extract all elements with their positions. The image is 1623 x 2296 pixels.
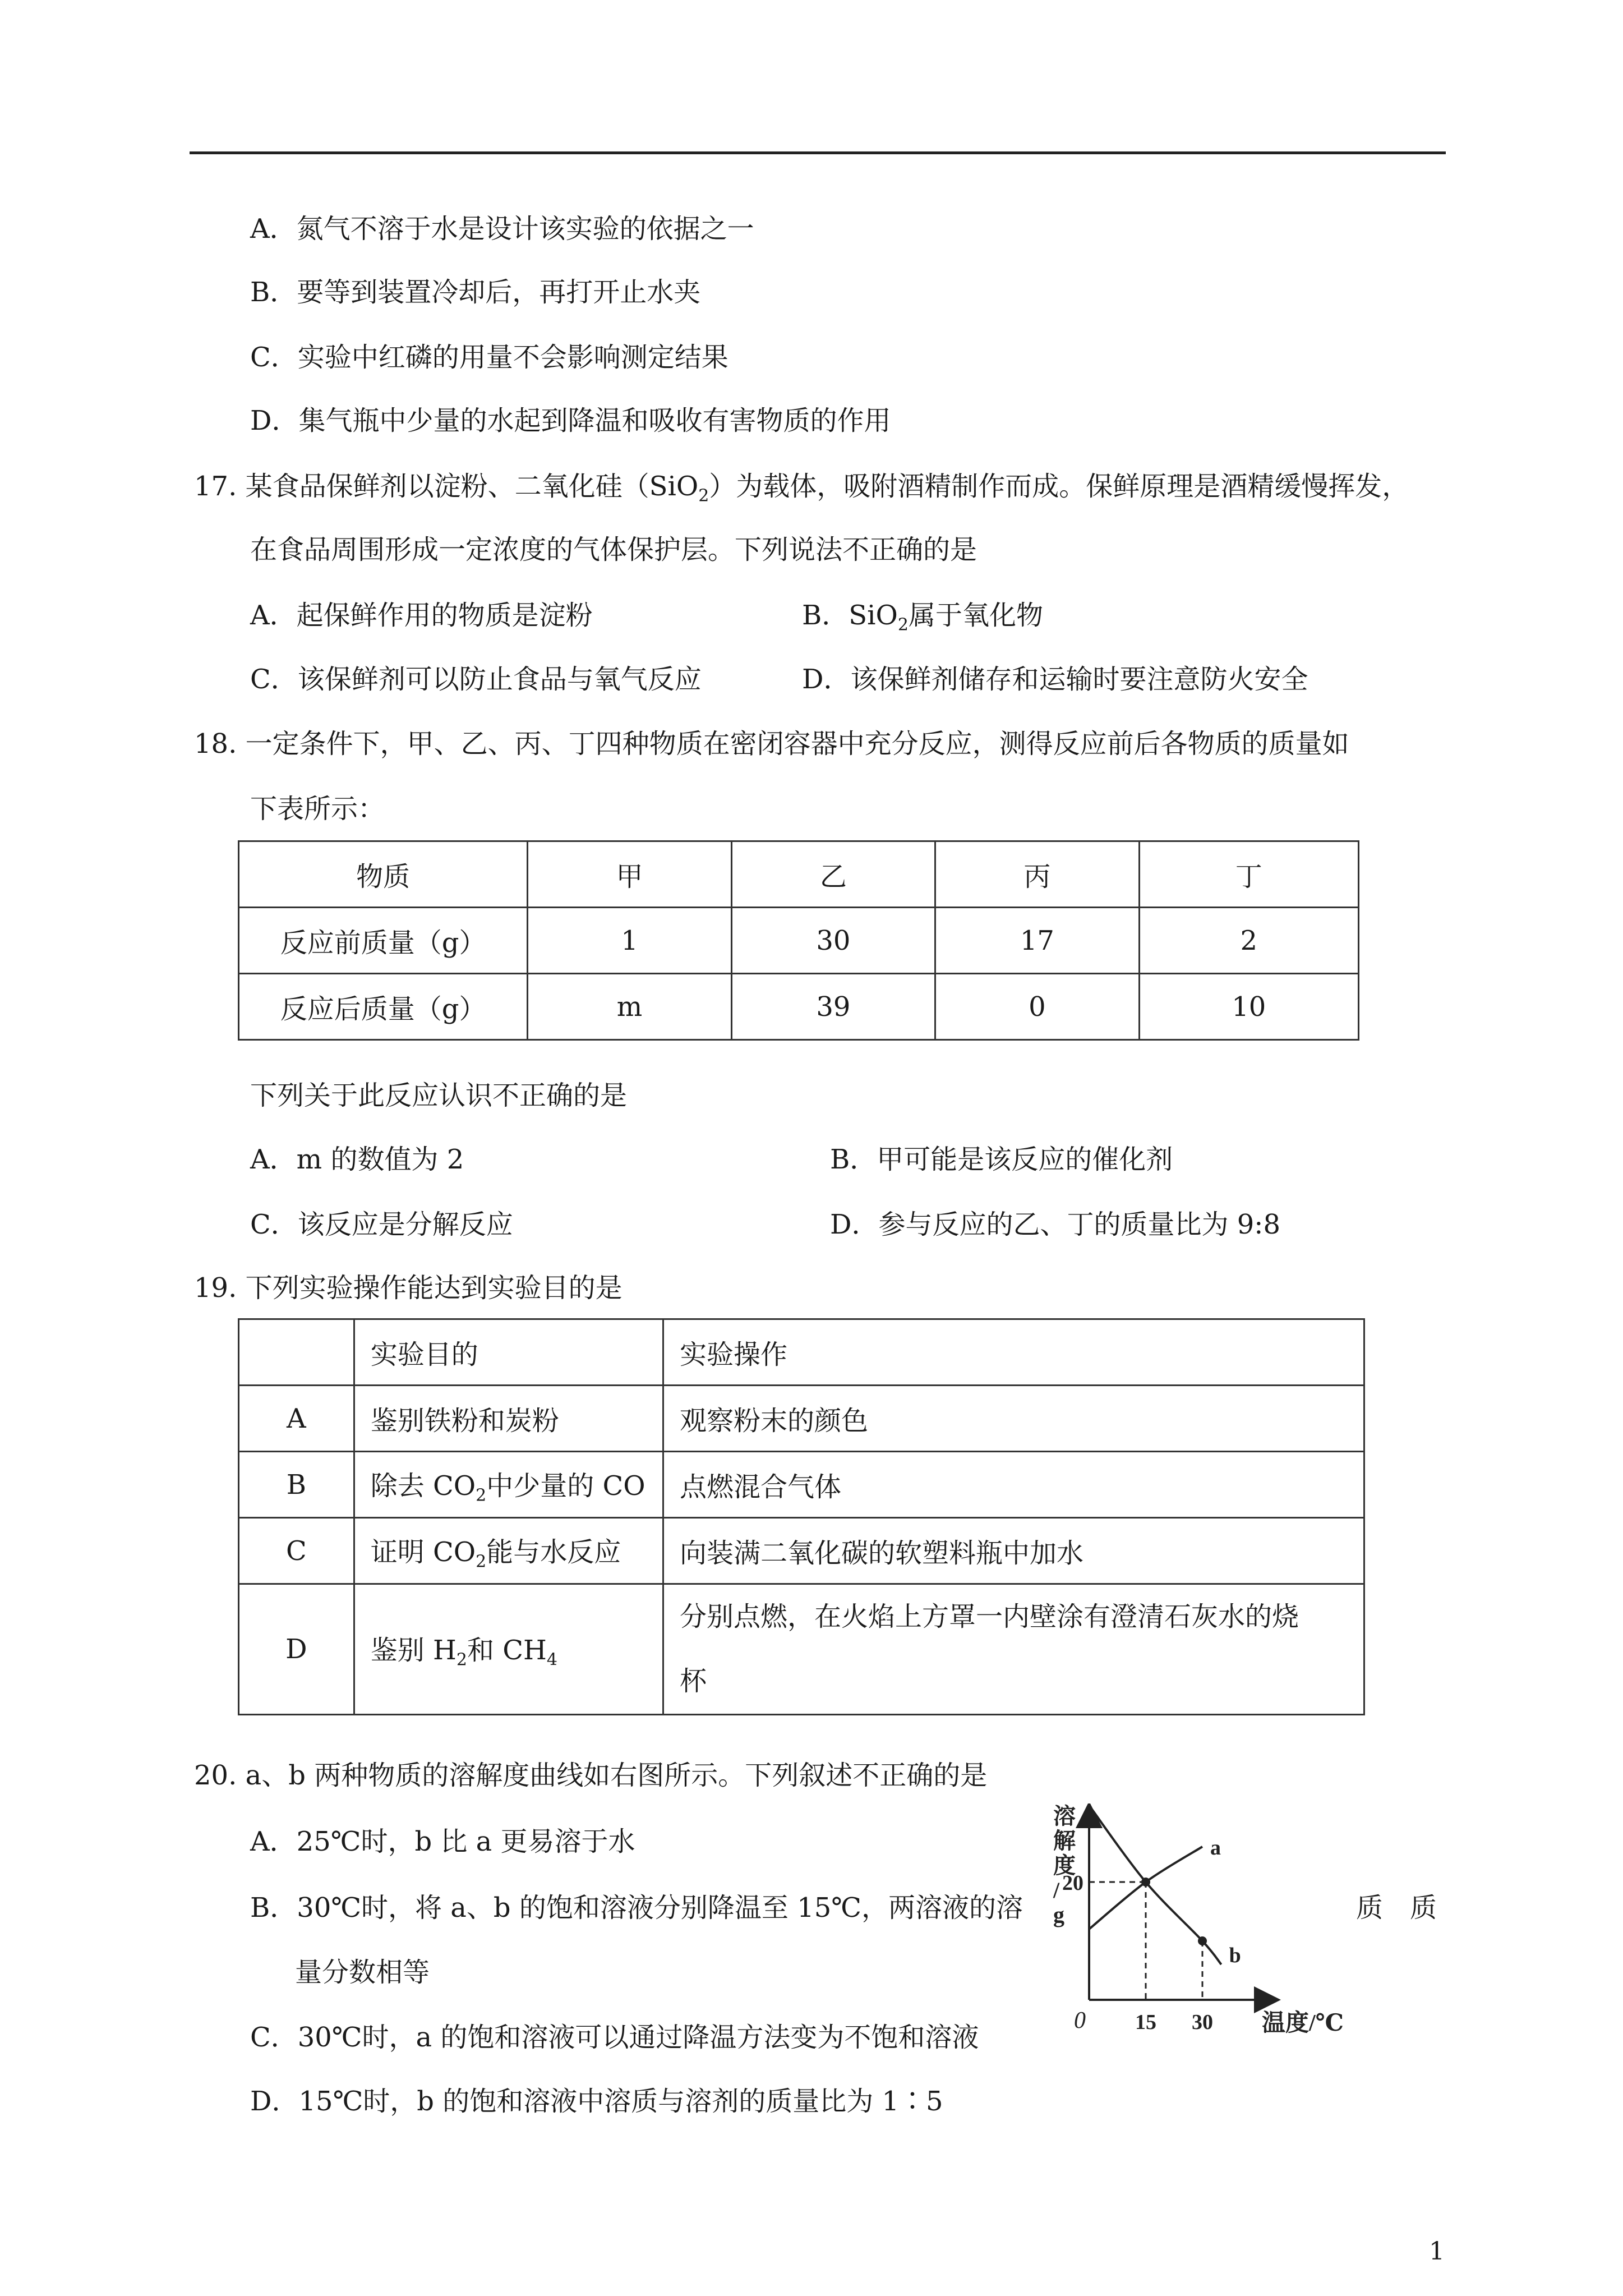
q16-option-a: A．氮气不溶于水是设计该实验的依据之一 [250, 213, 754, 245]
q20-option-a: A．25℃时，b 比 a 更易溶于水 [250, 1826, 635, 1857]
q16-option-d: D．集气瓶中少量的水起到降温和吸收有害物质的作用 [250, 405, 891, 436]
table-cell: 实验操作 [663, 1319, 1364, 1386]
q18-option-a: A．m 的数值为 2 [250, 1144, 464, 1175]
series-label-b: b [1229, 1944, 1241, 1967]
table-cell: 点燃混合气体 [663, 1452, 1364, 1518]
header-rule [190, 151, 1446, 154]
q20-option-b-line2: 量分数相等 [295, 1957, 430, 1988]
y-axis-label-char: / [1053, 1878, 1060, 1903]
table-cell: 实验目的 [354, 1319, 663, 1386]
q19-stem: 19. 下列实验操作能达到实验目的是 [194, 1272, 623, 1304]
table-header-row [239, 841, 1359, 908]
q16-option-c: C．实验中红磷的用量不会影响测定结果 [250, 342, 728, 373]
table-cell: 物质 [239, 841, 528, 908]
table-row [239, 1386, 1364, 1452]
q18-mass-table [238, 840, 1359, 1041]
y-axis-label-char: 解 [1053, 1828, 1076, 1853]
table-cell: 除去 $CO_2$中少量的 CO [354, 1452, 663, 1518]
table-cell: 10 [1139, 974, 1358, 1040]
table-cell: 证明 $CO_2$能与水反应 [354, 1518, 663, 1584]
table-cell: m [528, 974, 731, 1040]
table-cell: 鉴别铁粉和炭粉 [354, 1386, 663, 1452]
table-cell: 0 [935, 974, 1139, 1040]
q20-option-b-line1: B．30℃时，将 a、b 的饱和溶液分别降温至 15℃，两溶液的溶 [250, 1892, 1023, 1924]
q18-option-b: B．甲可能是该反应的催化剂 [830, 1144, 1173, 1175]
q18-stem-line1: 18. 一定条件下，甲、乙、丙、丁四种物质在密闭容器中充分反应，测得反应前后各物质的质量如 [194, 728, 1349, 760]
table-row [239, 1518, 1364, 1584]
table-cell: 反应后质量（g） [239, 974, 528, 1040]
row-label: D [239, 1584, 354, 1715]
y-axis-label-char: 度 [1053, 1853, 1076, 1878]
table-cell: 丁 [1139, 841, 1358, 908]
table-cell: 甲 [528, 841, 731, 908]
table-cell: 2 [1139, 908, 1358, 974]
q17-stem-line1: 17. 某食品保鲜剂以淀粉、二氧化硅（SiO$_2$）为载体，吸附酒精制作而成。保鲜原理是酒精缓慢挥发， [194, 471, 1409, 506]
page-number: 1 [1429, 2237, 1445, 2266]
table-row [239, 1452, 1364, 1518]
series-label-a: a [1210, 1836, 1221, 1860]
table-cell: 分别点燃，在火焰上方罩一内壁涂有澄清石灰水的烧 杯 [663, 1584, 1364, 1715]
table-row [239, 1584, 1364, 1715]
q19-experiment-table [238, 1318, 1365, 1715]
q20-option-c: C．30℃时，a 的饱和溶液可以通过降温方法变为不饱和溶液 [250, 2022, 979, 2053]
q17-option-b: B．SiO$_2$属于氧化物 [802, 600, 1043, 635]
table-cell: 观察粉末的颜色 [663, 1386, 1364, 1452]
table-row [239, 974, 1359, 1040]
y-axis-label-char: 溶 [1053, 1803, 1076, 1829]
table-cell: 39 [731, 974, 935, 1040]
q17-option-d: D．该保鲜剂储存和运输时要注意防火安全 [802, 664, 1308, 695]
q20-option-d: D．15℃时，b 的饱和溶液中溶质与溶剂的质量比为 1∶5 [250, 2086, 943, 2117]
series-curves [1089, 1806, 1241, 1968]
q17-option-a: A．起保鲜作用的物质是淀粉 [250, 600, 593, 631]
y-tick-20: 20 [1062, 1871, 1083, 1895]
q17-stem-line2: 在食品周围形成一定浓度的气体保护层。下列说法不正确的是 [250, 534, 978, 565]
table-cell: 鉴别 $H_2$和 $CH_4$ [354, 1584, 663, 1715]
table-cell: 乙 [731, 841, 935, 908]
q17-option-c: C．该保鲜剂可以防止食品与氧气反应 [250, 664, 702, 695]
q18-option-c: C．该反应是分解反应 [250, 1209, 513, 1240]
q18-option-d: D．参与反应的乙、丁的质量比为 9:8 [830, 1209, 1280, 1240]
table-row [239, 908, 1359, 974]
table-cell: 1 [528, 908, 731, 974]
q16-option-b: B．要等到装置冷却后，再打开止水夹 [250, 277, 701, 308]
guide-lines [1089, 1878, 1207, 2000]
row-label: A [239, 1386, 354, 1452]
q18-question: 下列关于此反应认识不正确的是 [250, 1080, 628, 1111]
x-tick-15: 15 [1135, 2010, 1156, 2034]
table-header-row [239, 1319, 1364, 1386]
q20-stem: 20. a、b 两种物质的溶解度曲线如右图所示。下列叙述不正确的是 [194, 1760, 988, 1791]
x-tick-30: 30 [1192, 2010, 1213, 2034]
table-cell: 30 [731, 908, 935, 974]
solubility-chart [1049, 1803, 1419, 2045]
y-axis-label [1053, 1803, 1076, 1927]
q20-option-b-right: 质 质 [1356, 1892, 1437, 1924]
table-cell: 反应前质量（g） [239, 908, 528, 974]
origin-label: 0 [1074, 2008, 1086, 2033]
y-axis-label-char: g [1053, 1902, 1064, 1927]
table-cell: 向装满二氧化碳的软塑料瓶中加水 [663, 1518, 1364, 1584]
curve-b [1089, 1806, 1221, 1965]
table-cell: 丙 [935, 841, 1139, 908]
table-cell: 17 [935, 908, 1139, 974]
table-cell [239, 1319, 354, 1386]
x-axis-label: 温度/℃ [1262, 2010, 1344, 2036]
row-label: C [239, 1518, 354, 1584]
row-label: B [239, 1452, 354, 1518]
q18-stem-line2: 下表所示： [250, 793, 385, 825]
